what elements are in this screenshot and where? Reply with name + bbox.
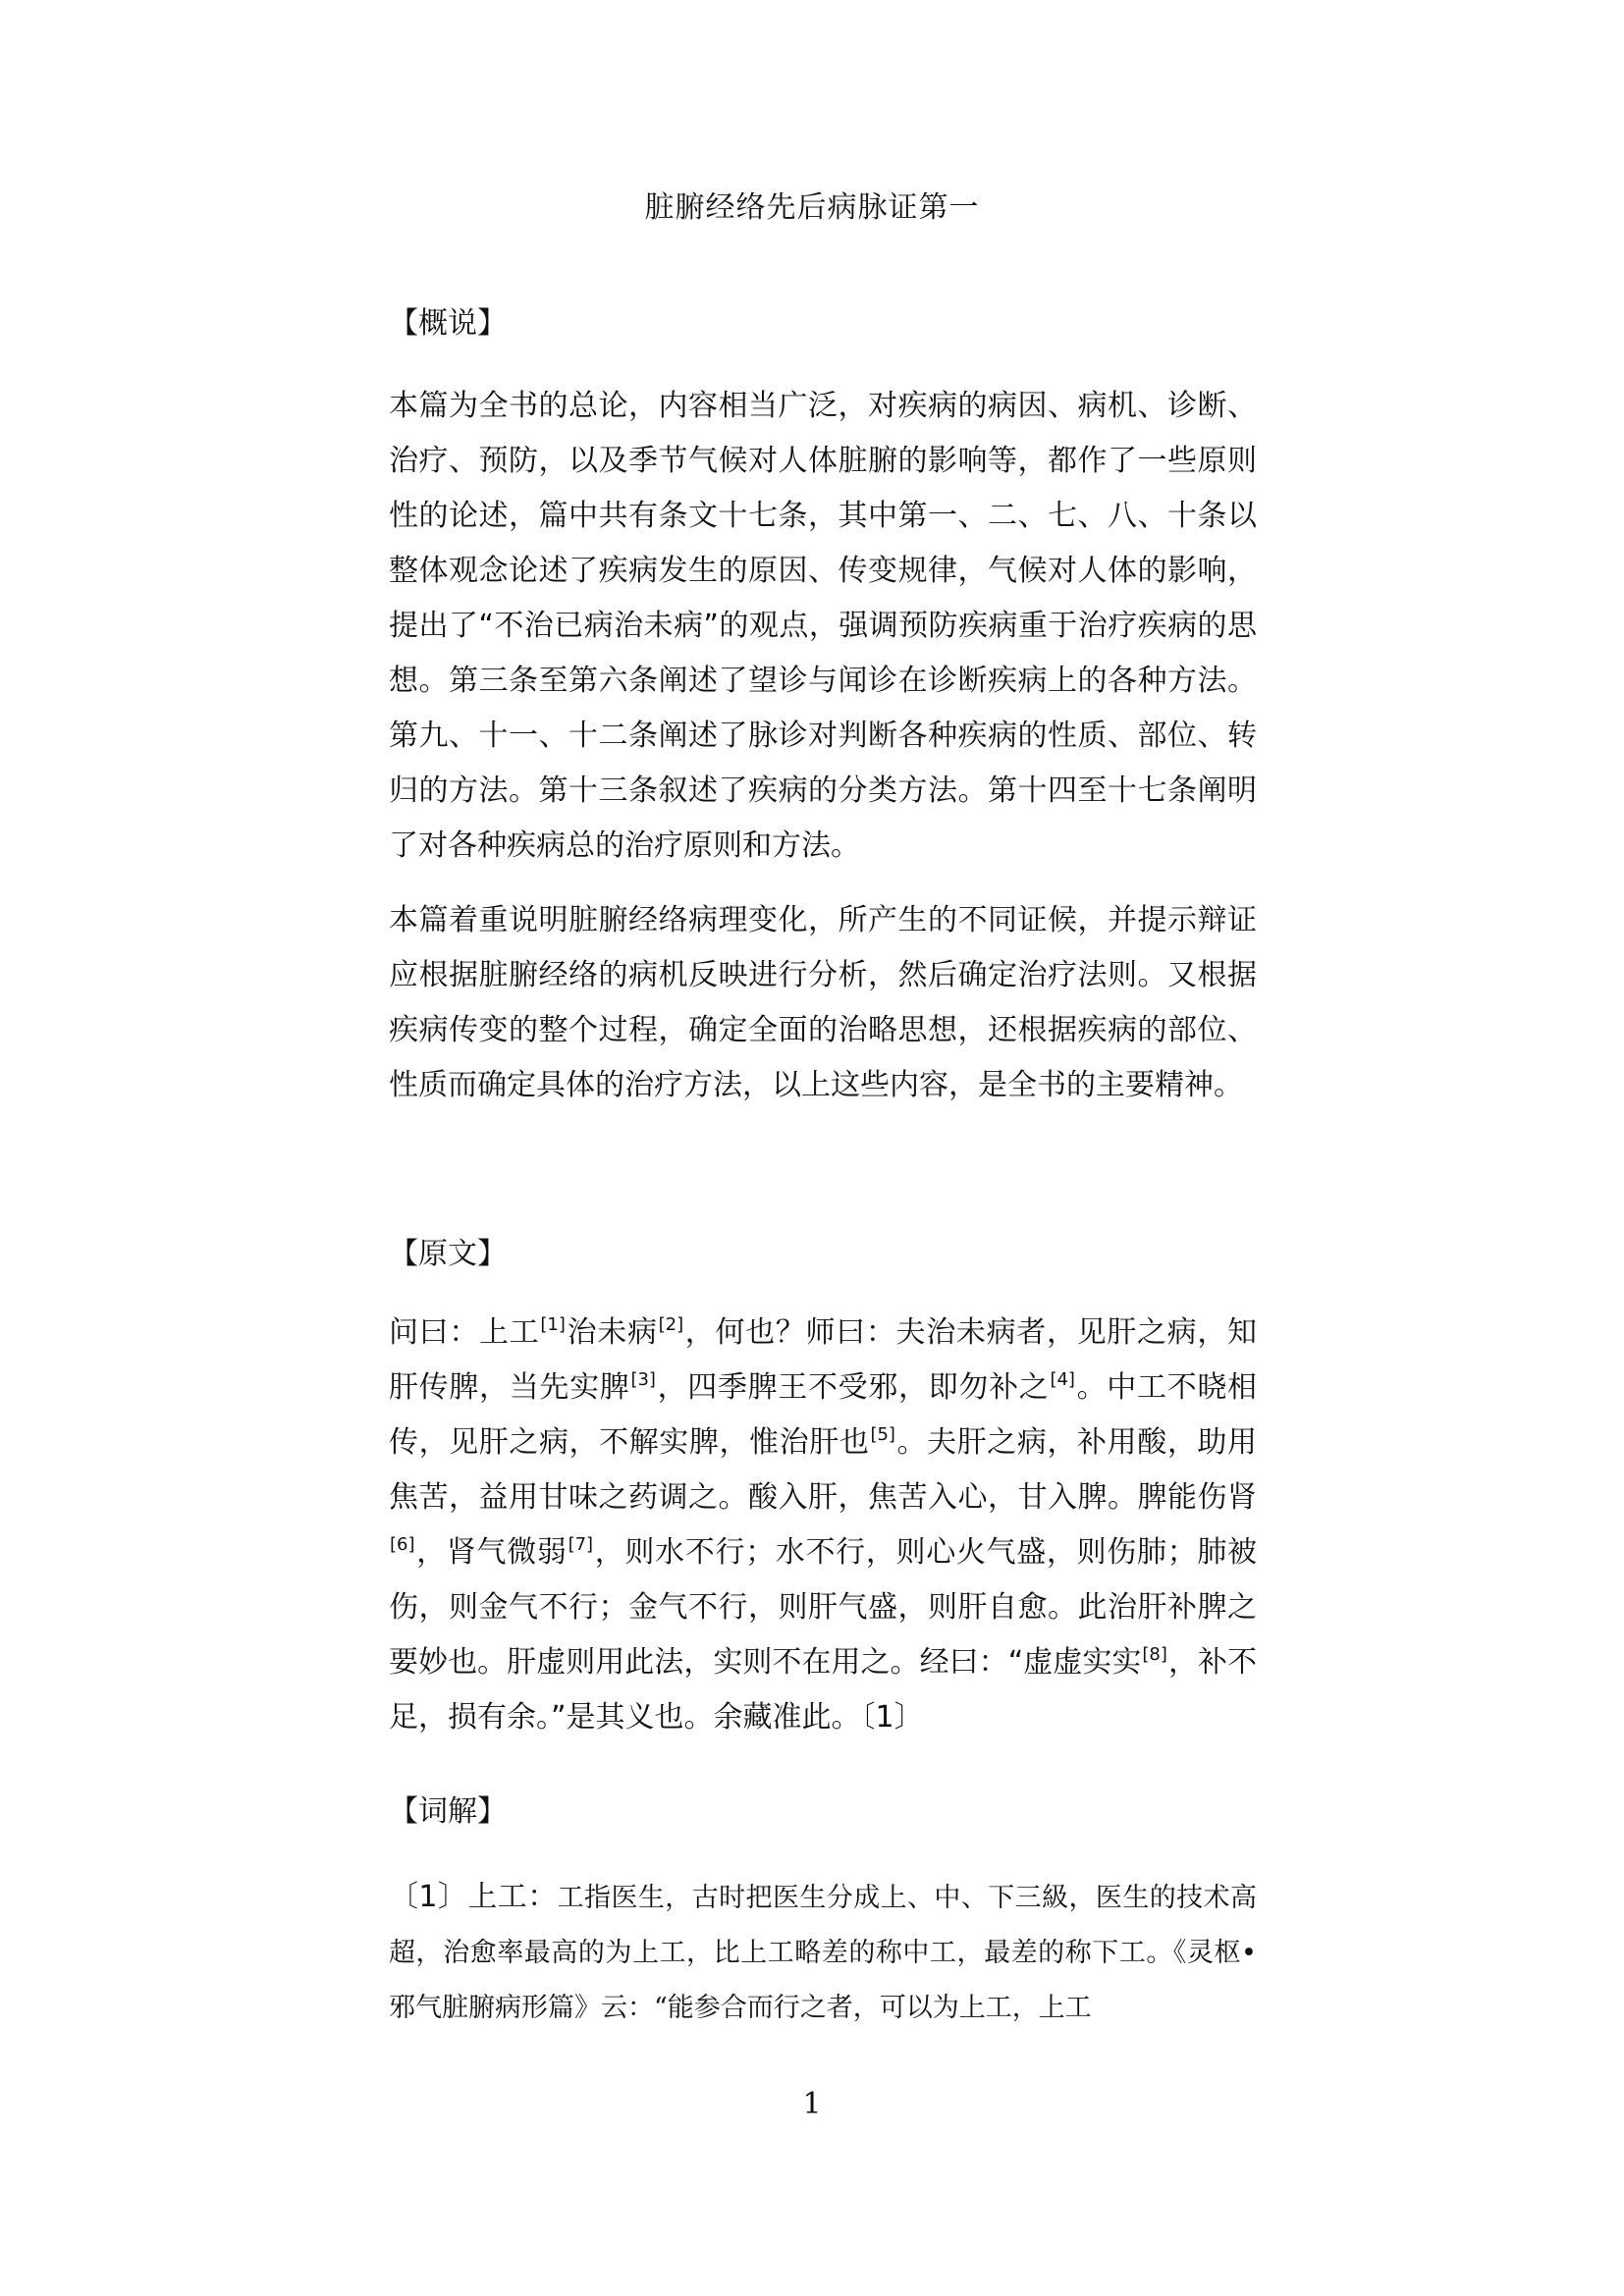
footnote-marker: [3] (630, 1369, 656, 1390)
original-text-paragraph (389, 1306, 1257, 1745)
glossary-term: 上工 (467, 1880, 528, 1914)
footnote-marker: [4] (1050, 1369, 1075, 1390)
glossary-separator: ： (527, 1880, 558, 1914)
original-text-segment: ，四季脾王不受邪，即勿补之 (656, 1370, 1050, 1405)
overview-section (389, 379, 1257, 1113)
overview-paragraph-2: 本篇着重说明脏腑经络病理变化，所产生的不同证候，并提示辩证应根据脏腑经络的病机反映进行分析，然后确定治疗法则。又根据疾病传变的整个过程，确定全面的治略思想，还根据疾病的部位、性质而确定具体的治疗方法，以上这些内容，是全书的主要精神。 (389, 903, 1257, 1102)
footnote-marker: [7] (568, 1534, 594, 1555)
footnote-marker: [6] (390, 1534, 415, 1555)
original-text-segment: 问曰：上工 (389, 1315, 540, 1350)
glossary-heading-text: 【词解】 (389, 1794, 507, 1829)
original-text-heading (389, 1233, 1257, 1276)
original-text-segment: ，肾气微弱 (415, 1535, 568, 1570)
original-text-segment: ，何也？师曰：夫治未病者，见肝之病，知肝传脾，当先实脾 (389, 1315, 1258, 1405)
footnote-marker: [5] (870, 1424, 895, 1445)
page-number: 1 (802, 2087, 822, 2121)
overview-paragraph-1: 本篇为全书的总论，内容相当广泛，对疾病的病因、病机、诊断、治疗、预防，以及季节气候对人体脏腑的影响等，都作了一些原则性的论述，篇中共有条文十七条，其中第一、二、七、八、十条以整体观念论述了疾病发生的原因、传变规律，气候对人体的影响，提出了“不治已病治未病”的观点，强调预防疾病重于治疗疾病的思想。第三条至第六条阐述了望诊与闻诊在诊断疾病上的各种方法。第九、十一、十二条阐述了脉诊对判断各种疾病的性质、部位、转归的方法。第十三条叙述了疾病的分类方法。第十四至十七条阐明了对各种疾病总的治疗原则和方法。 (389, 389, 1257, 863)
glossary-definition: 工指医生，古时把医生分成上、中、下三級，医生的技术高超，治愈率最高的为上工，比上工略差的称中工，最差的称下工。《灵枢•邪气脏腑病形篇》云：“能参合而行之者，可以为上工，上工 (389, 1883, 1258, 2023)
original-text-segment: ，则水不行；水不行，则心火气盛，则伤肺；肺被伤，则金气不行；金气不行，则肝气盛，则肝自愈。此治肝补脾之要妙也。肝虚则用此法，实则不在用之。经曰：“虚虚实实 (389, 1535, 1258, 1680)
glossary-heading (389, 1790, 1257, 1834)
footnote-marker: [8] (1142, 1644, 1167, 1665)
original-text-heading-text: 【原文】 (389, 1237, 507, 1271)
glossary-marker: 〔1〕 (389, 1880, 468, 1914)
original-text-segment: 治未病 (566, 1315, 658, 1350)
original-text-segment: 。中工不晓相传，见肝之病，不解实脾，惟治肝也 (389, 1370, 1258, 1460)
overview-heading (389, 302, 1257, 346)
original-text-segment: 。夫肝之病，补用酸，助用焦苦，益用甘味之药调之。酸入肝，焦苦入心，甘入脾。脾能伤肾 (389, 1425, 1258, 1515)
original-text-section (389, 1306, 1257, 1745)
footnote-marker: [2] (658, 1314, 684, 1335)
glossary-entry (389, 1870, 1257, 2036)
original-text-segment: ，补不足，损有余。”是其义也。余藏准此。〔1〕 (389, 1645, 1258, 1735)
page-title: 脏腑经络先后病脉证第一 (644, 190, 980, 225)
footnote-marker: [1] (540, 1314, 566, 1335)
overview-heading-text: 【概说】 (389, 306, 507, 341)
